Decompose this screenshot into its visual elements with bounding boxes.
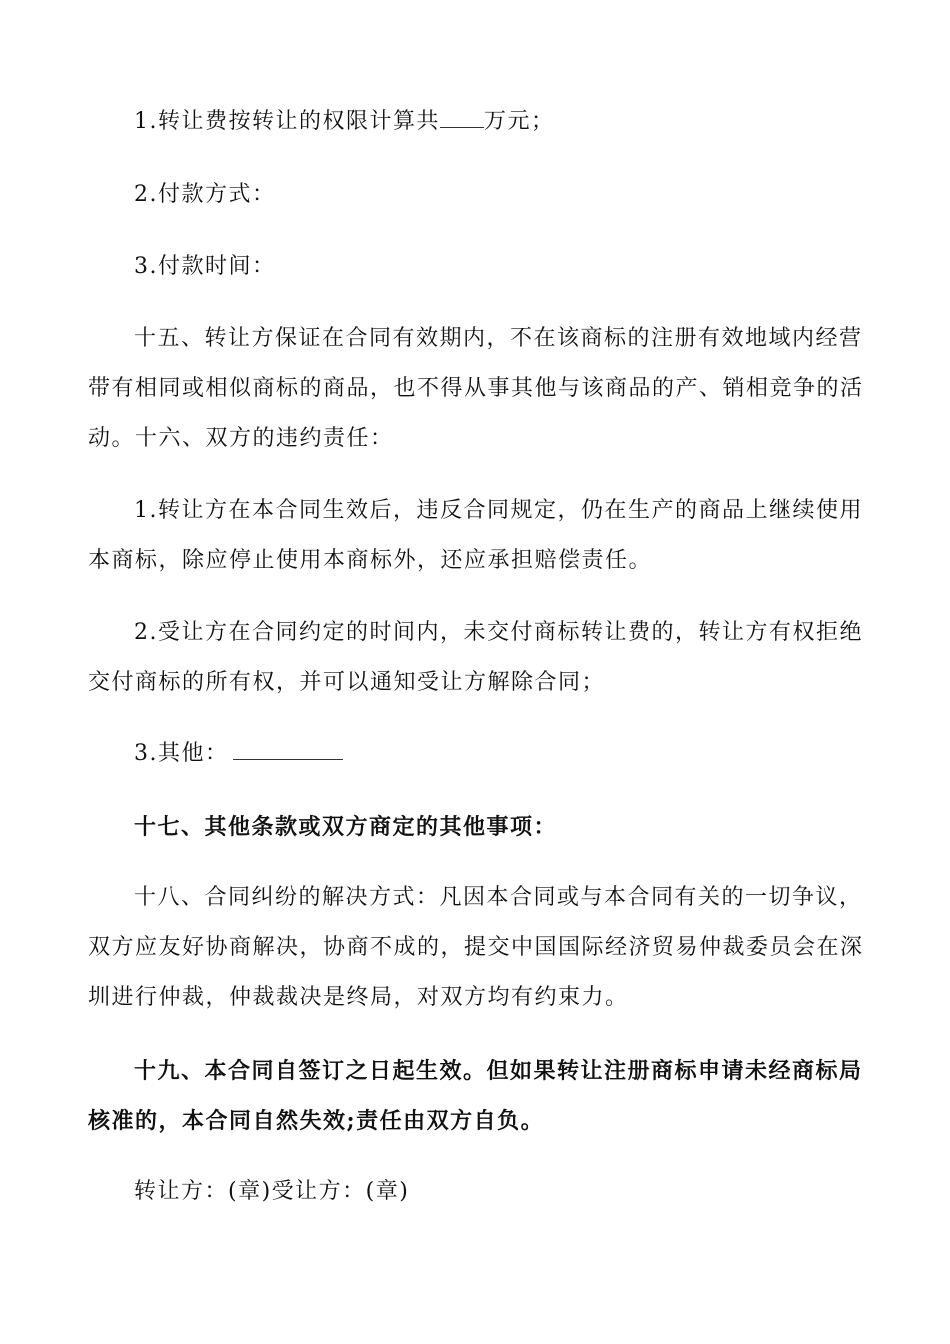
clause-fifteen: 十五、转让方保证在合同有效期内，不在该商标的注册有效地域内经营带有相同或相似商标的商品，也不得从事其他与该商品的产、销相竞争的活动。十六、双方的违约责任： xyxy=(88,326,864,451)
clause-fee-amount xyxy=(88,97,870,147)
fee-blank-line xyxy=(440,107,484,128)
clause-other xyxy=(88,729,870,779)
clause-other-text: 3.其他： xyxy=(134,741,229,766)
signature-line: 转让方：(章)受让方：(章) xyxy=(134,1179,410,1204)
other-blank-line xyxy=(233,739,343,760)
clause-nineteen: 十九、本合同自签订之日起生效。但如果转让注册商标申请未经商标局核准的，本合同自然失效;责任由双方自负。 xyxy=(88,1058,863,1134)
clause-payment-time: 3.付款时间： xyxy=(134,254,276,279)
clause-fee-unit: 万元； xyxy=(484,109,555,134)
clause-breach-transferor: 1.转让方在本合同生效后，违反合同规定，仍在生产的商品上继续使用本商标，除应停止使用本商标外，还应承担赔偿责任。 xyxy=(88,498,863,573)
clause-payment-method: 2.付款方式： xyxy=(134,182,276,207)
clause-eighteen: 十八、合同纠纷的解决方式：凡因本合同或与本合同有关的一切争议，双方应友好协商解决，协商不成的，提交中国国际经济贸易仲裁委员会在深圳进行仲裁，仲裁裁决是终局，对双方均有约束力。 xyxy=(88,885,864,1010)
clause-fee-text: 1.转让费按转让的权限计算共 xyxy=(134,109,440,134)
clause-seventeen: 十七、其他条款或双方商定的其他事项： xyxy=(134,814,558,840)
clause-breach-transferee: 2.受让方在合同约定的时间内，未交付商标转让费的，转让方有权拒绝交付商标的所有权，并可以通知受让方解除合同； xyxy=(88,620,863,695)
